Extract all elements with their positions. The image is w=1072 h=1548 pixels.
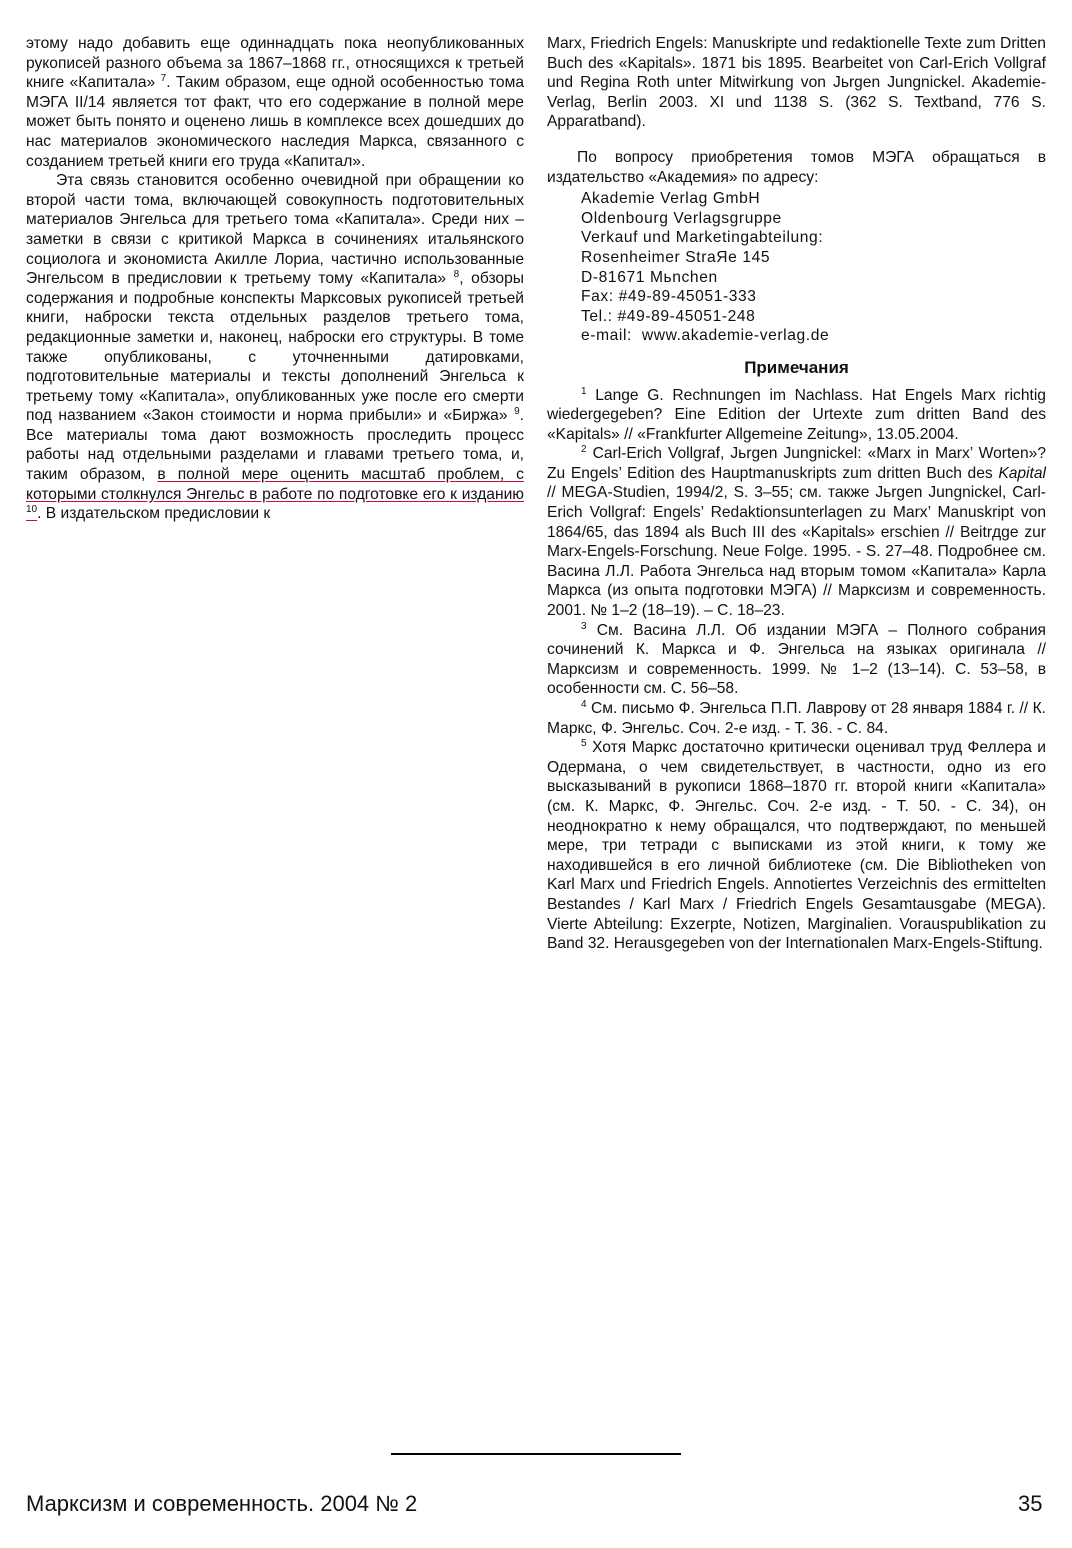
bibliography-continued: Marx, Friedrich Engels: Manuskripte und redaktionelle Texte zum Dritten Buch des «Kapitals». 1871 bis 1895. Bearbeitet von Carl-Erich Vollgraf und Regina Roth unter Mitwirkung von Jьrgen Jungnickel. Akademie-Verlag, Berlin 2003. XI und 1138 S. (362 S. Textband, 776 S. Apparatband). [547,35,1046,131]
address-line: Verkauf und Marketingabteilung: [581,229,824,247]
note-2 [547,444,1046,620]
note-text: См. Васина Л.Л. Об издании МЭГА – Полного собрания сочинений К. Маркса и Ф. Энгельса на языках оригинала // Марксизм и современность. 1999. № 1–2 (13–14). С. 53–58, в особенности см. С. 56–58. [547,621,1046,698]
note-1 [547,386,1046,445]
address-line: Oldenbourg Verlagsgruppe [581,209,782,227]
note-text: Lange G. Rechnungen im Nachlass. Hat Engels Marx richtig wiedergegeben? Eine Edition der Urtexte zum dritten Band des «Kapitals» // «Frankfurter Allgemeine Zeitung», 13.05.2004. [547,386,1046,443]
notes-heading: Примечания [744,357,849,377]
underlined-passage-1: в полной мере оценить масштаб проблем, с которыми столкнулся Энгельс в работе по подготовке его к изданию $^{10}$ [26,466,524,516]
note-number: 1 [581,385,587,397]
note-italic-text: Kapital [998,464,1046,482]
note-text: См. письмо Ф. Энгельса П.П. Лаврову от 28 января 1884 г. // К. Маркс, Ф. Энгельс. Соч. 2-е изд. - Т. 36. - С. 84. [547,700,1046,737]
note-number: 3 [581,620,587,632]
right-column [547,34,1046,954]
note-3 [547,621,1046,699]
note-text: Хотя Маркс достаточно критически оценивал труд Феллера и Одермана, о чем свидетельствует, в частности, одно из его высказываний в рукописи 1868–1870 гг. второй книги «Капитала» (см. К. Маркс, Ф. Энгельс. Соч. 2-е изд. - Т. 50. - С. 34), он неоднократно к нему обращался, что подтверждают, по меньшей мере, три тетради с выписками из этой книги, к тому же находившейся в его личной библиотеке (см. Die Bibliotheken von Karl Marx und Friedrich Engels. Annotiertes Verzeichnis des ermittelten Bestandes / Karl Marx / Friedrich Engels Gesamtausgabe (MEGA). Vierte Abteilung: Exzerpte, Notizen, Marginalien. Vorauspublikation zu Band 32. Herausgegeben von der Internationalen Marx-Engels-Stiftung. [547,739,1046,953]
address-line: Rosenheimer StraЯe 145 [581,248,771,266]
note-5 [547,738,1046,954]
note-text: Carl-Erich Vollgraf, Jьrgen Jungnickel: «Marx in Marx’ Worten»? Zu Engels’ Edition des Hauptmanuskripts zum dritten Buch des [547,445,1046,482]
address-line: Akademie Verlag GmbH [581,190,761,208]
address-line: e-mail: www.akademie-verlag.de [581,327,830,345]
page-number: 35 [1018,1491,1043,1516]
note-4 [547,699,1046,738]
ordering-info: По вопросу приобретения томов МЭГА обращаться в издательство «Академия» по адресу: [547,148,1046,186]
footer-rule [391,1453,681,1455]
paragraph-2: Эта связь становится особенно очевидной при обращении ко второй части тома, включающей совокупность подготовительных материалов Энгельса для третьего тома «Капитала». Среди них – заметки в связи с критикой Маркса в сочинениях итальянского социолога и экономиста Акилле Лориа, частично использованные Энгельсом в предисловии к третьему тому «Капитала» $^8$, обзоры содержания и подробные конспекты Марксовых рукописей третьей книги, наброски текста отдельных разделов третьего тома, редакционные заметки и, наконец, наброски его структуры. В томе также опубликованы, с уточненными датировками, подготовительные материалы и тексты дополнений Энгельса к третьему тому «Капитала», опубликованных уже после его смерти под названием «Закон стоимости и норма прибыли» и «Биржа» $^9$. Все материалы тома дают возможность проследить процесс работы над отдельными разделами и главами третьего тома, и, таким образом, в полной мере оценить масштаб проблем, с которыми столкнулся Энгельс в работе по подготовке его к изданию $^{10}$. В издательском предисловии к [26,172,524,523]
note-number: 4 [581,698,587,710]
address-line: Tel.: #49-89-45051-248 [581,307,756,325]
address-line: D-81671 Mьnchen [581,268,718,286]
note-text: // MEGA-Studien, 1994/2, S. 3–55; см. также Jьrgen Jungnickel, Carl-Erich Vollgraf: Engels’ Redaktionsunterlagen zu Marx’ Manuskript von 1864/65, das 1894 als Buch III des «Kapitals» erschien // Beitrдge zur Marx-Engels-Forschung. Neue Folge. 1995. - S. 27–48. Подробнее см. Васина Л.Л. Работа Энгельса над вторым томом «Капитала» Карла Маркса (из опыта подготовки МЭГА) // Марксизм и современность. 2001. № 1–2 (18–19). – С. 18–23. [547,484,1046,620]
note-number: 2 [581,444,587,456]
publisher-address [547,189,1046,346]
journal-footer: Марксизм и современность. 2004 № 2 [26,1491,418,1516]
note-number: 5 [581,738,587,749]
left-column [26,34,524,524]
address-line: Fax: #49-89-45051-333 [581,288,757,306]
notes-list [547,386,1046,954]
paragraph-1: этому надо добавить еще одиннадцать пока неопубликованных рукописей разного объема за 1867–1868 гг., относящихся к третьей книге «Капитала» $^7$. Таким образом, еще одной особенностью тома МЭГА II/14 является тот факт, что его содержание в полной мере может быть понято и оценено лишь в комплексе всех дошедших до нас материалов экономического наследия Маркса, связанного с созданием третьей книги его труда «Капитал». [26,35,524,170]
